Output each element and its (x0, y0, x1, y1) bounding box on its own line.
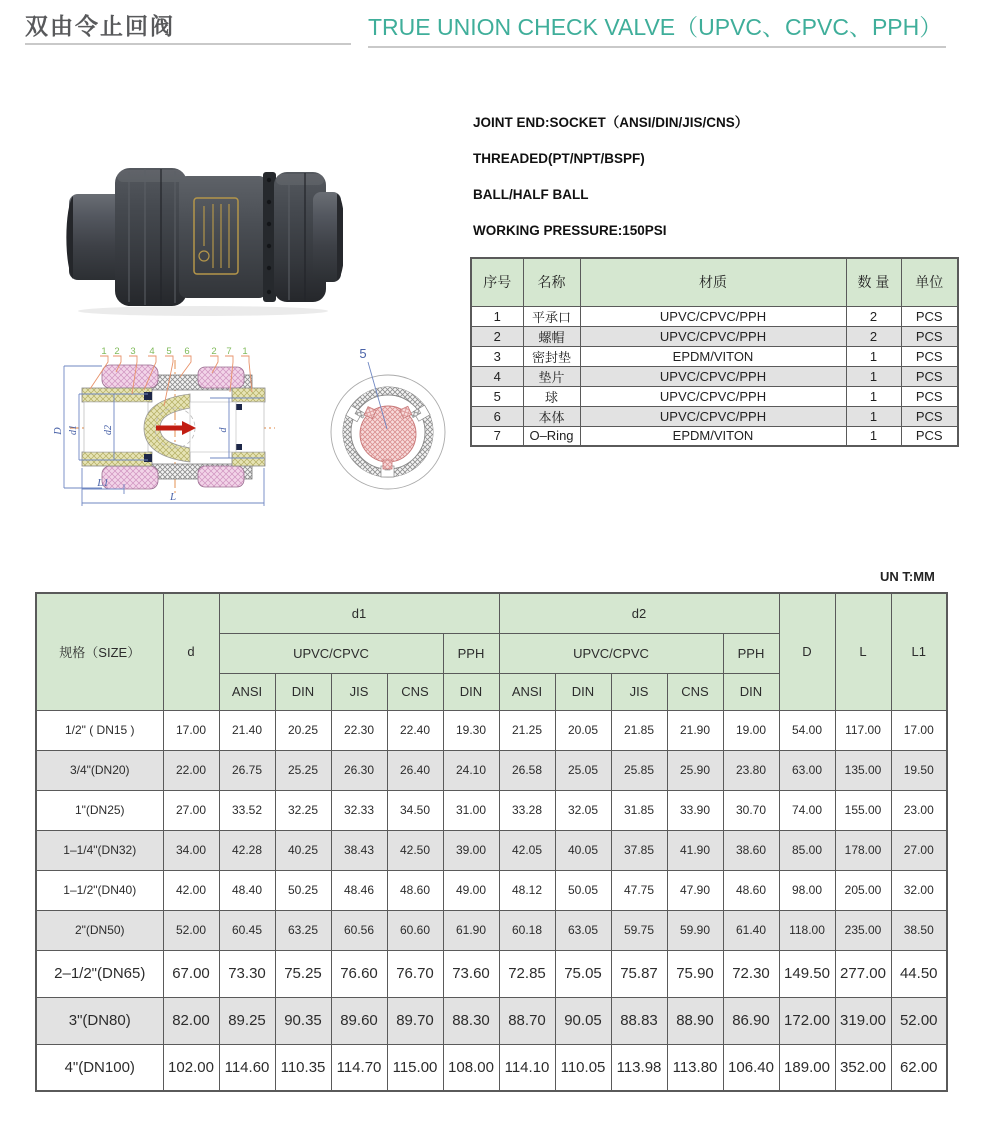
dims-cell-d2-ansi: 26.58 (499, 750, 555, 790)
callout-6: 6 (184, 346, 190, 357)
spec-line-ball: BALL/HALF BALL (473, 187, 589, 202)
parts-cell-no: 5 (471, 386, 523, 406)
end-view (331, 346, 445, 489)
parts-cell-qty: 1 (846, 346, 901, 366)
dims-cell-d1-din: 63.25 (275, 910, 331, 950)
dims-cell-d: 22.00 (163, 750, 219, 790)
dims-cell-size: 4"(DN100) (36, 1044, 163, 1091)
dims-cell-d1-cns: 34.50 (387, 790, 443, 830)
dims-cell-d: 52.00 (163, 910, 219, 950)
dims-header-d: d (163, 593, 219, 710)
spec-line-threaded: THREADED(PT/NPT/BSPF) (473, 151, 645, 166)
dims-cell-d1-ansi: 26.75 (219, 750, 275, 790)
parts-table (470, 257, 959, 447)
parts-cell-unit: PCS (901, 346, 958, 366)
dims-cell-d2-pph-din: 72.30 (723, 950, 779, 997)
dims-cell-L: 352.00 (835, 1044, 891, 1091)
dim-label-L: L (169, 491, 177, 503)
dims-cell-d1-pph-din: 19.30 (443, 710, 499, 750)
title-underline-left (25, 43, 351, 45)
dims-cell-L: 155.00 (835, 790, 891, 830)
dims-cell-d2-pph-din: 23.80 (723, 750, 779, 790)
dims-header-din-d2: DIN (555, 673, 611, 710)
dims-cell-d1-ansi: 33.52 (219, 790, 275, 830)
dims-cell-d1-din: 40.25 (275, 830, 331, 870)
dims-header-jis-d2: JIS (611, 673, 667, 710)
dims-cell-d2-cns: 41.90 (667, 830, 723, 870)
parts-header-material: 材质 (580, 258, 846, 306)
dims-row (36, 870, 947, 910)
parts-header-no: 序号 (471, 258, 523, 306)
dims-cell-d2-din: 40.05 (555, 830, 611, 870)
parts-cell-material: EPDM/VITON (580, 346, 846, 366)
parts-cell-no: 6 (471, 406, 523, 426)
dims-cell-d1-pph-din: 61.90 (443, 910, 499, 950)
parts-cell-material: UPVC/CPVC/PPH (580, 366, 846, 386)
dims-cell-d2-cns: 33.90 (667, 790, 723, 830)
dims-header-d1: d1 (219, 593, 499, 633)
parts-cell-qty: 1 (846, 366, 901, 386)
dims-cell-d1-din: 110.35 (275, 1044, 331, 1091)
dims-cell-d1-jis: 32.33 (331, 790, 387, 830)
parts-cell-no: 7 (471, 426, 523, 446)
spec-list (473, 114, 748, 258)
dims-cell-d2-pph-din: 61.40 (723, 910, 779, 950)
dims-cell-D: 149.50 (779, 950, 835, 997)
dims-cell-d1-pph-din: 31.00 (443, 790, 499, 830)
parts-cell-material: EPDM/VITON (580, 426, 846, 446)
parts-cell-name: 螺帽 (523, 326, 580, 346)
dims-cell-D: 189.00 (779, 1044, 835, 1091)
parts-row (471, 366, 958, 386)
dims-cell-d2-jis: 75.87 (611, 950, 667, 997)
dims-cell-size: 1–1/2"(DN40) (36, 870, 163, 910)
parts-cell-material: UPVC/CPVC/PPH (580, 406, 846, 426)
dim-label-d: d (218, 427, 229, 433)
dims-cell-d2-pph-din: 38.60 (723, 830, 779, 870)
dims-header-upvc-cpvc-d1: UPVC/CPVC (219, 633, 443, 673)
parts-row (471, 426, 958, 446)
dims-cell-d1-din: 90.35 (275, 997, 331, 1044)
dims-cell-L1: 27.00 (891, 830, 947, 870)
dim-label-D: D (53, 427, 64, 435)
dims-cell-d2-pph-din: 86.90 (723, 997, 779, 1044)
dims-cell-D: 54.00 (779, 710, 835, 750)
dims-cell-d2-cns: 47.90 (667, 870, 723, 910)
dims-row (36, 710, 947, 750)
dims-cell-D: 118.00 (779, 910, 835, 950)
dims-cell-d2-jis: 88.83 (611, 997, 667, 1044)
dims-cell-d2-din: 32.05 (555, 790, 611, 830)
dims-cell-d2-jis: 59.75 (611, 910, 667, 950)
dims-cell-d1-cns: 115.00 (387, 1044, 443, 1091)
dims-header-upvc-cpvc-d2: UPVC/CPVC (499, 633, 723, 673)
dims-cell-size: 3/4"(DN20) (36, 750, 163, 790)
dims-cell-d1-pph-din: 108.00 (443, 1044, 499, 1091)
dims-header-pph-d1: PPH (443, 633, 499, 673)
callout-2: 2 (114, 346, 120, 357)
parts-cell-material: UPVC/CPVC/PPH (580, 386, 846, 406)
dims-cell-d1-ansi: 42.28 (219, 830, 275, 870)
parts-cell-name: 平承口 (523, 306, 580, 326)
dims-cell-d2-din: 75.05 (555, 950, 611, 997)
parts-cell-unit: PCS (901, 406, 958, 426)
dims-cell-d: 42.00 (163, 870, 219, 910)
dims-cell-d2-ansi: 21.25 (499, 710, 555, 750)
dims-cell-D: 63.00 (779, 750, 835, 790)
dims-cell-d2-ansi: 33.28 (499, 790, 555, 830)
parts-header-unit: 单位 (901, 258, 958, 306)
dims-row (36, 950, 947, 997)
dims-cell-d1-pph-din: 88.30 (443, 997, 499, 1044)
page-title-en: TRUE UNION CHECK VALVE（UPVC、CPVC、PPH） (368, 14, 943, 40)
dims-cell-d1-cns: 76.70 (387, 950, 443, 997)
parts-cell-unit: PCS (901, 426, 958, 446)
callout-4: 4 (149, 346, 155, 357)
dims-header-din-pph-d2: DIN (723, 673, 779, 710)
dims-header-D: D (779, 593, 835, 710)
dims-cell-d2-cns: 75.90 (667, 950, 723, 997)
dims-cell-d2-din: 63.05 (555, 910, 611, 950)
dims-cell-d1-jis: 114.70 (331, 1044, 387, 1091)
dims-cell-L1: 23.00 (891, 790, 947, 830)
parts-cell-unit: PCS (901, 326, 958, 346)
parts-cell-qty: 1 (846, 426, 901, 446)
dims-cell-d2-jis: 47.75 (611, 870, 667, 910)
dims-header-ansi-d1: ANSI (219, 673, 275, 710)
dims-cell-d2-ansi: 42.05 (499, 830, 555, 870)
parts-cell-qty: 1 (846, 386, 901, 406)
dims-row (36, 997, 947, 1044)
dims-cell-d2-din: 25.05 (555, 750, 611, 790)
parts-row (471, 406, 958, 426)
dims-cell-d1-cns: 22.40 (387, 710, 443, 750)
dims-cell-d2-din: 110.05 (555, 1044, 611, 1091)
dims-cell-d1-ansi: 114.60 (219, 1044, 275, 1091)
dims-cell-d1-ansi: 21.40 (219, 710, 275, 750)
dims-header-pph-d2: PPH (723, 633, 779, 673)
parts-row (471, 326, 958, 346)
parts-cell-unit: PCS (901, 366, 958, 386)
dims-cell-d: 17.00 (163, 710, 219, 750)
dims-cell-d2-jis: 113.98 (611, 1044, 667, 1091)
dims-cell-d2-jis: 31.85 (611, 790, 667, 830)
dims-cell-d2-ansi: 72.85 (499, 950, 555, 997)
parts-header-qty: 数 量 (846, 258, 901, 306)
callout-5: 5 (166, 346, 172, 357)
dims-cell-d1-din: 75.25 (275, 950, 331, 997)
dims-header-cns-d2: CNS (667, 673, 723, 710)
parts-row (471, 346, 958, 366)
callout-2b: 2 (211, 346, 217, 357)
end-view-callout-5: 5 (359, 346, 367, 361)
dims-row (36, 1044, 947, 1091)
dims-cell-d1-jis: 38.43 (331, 830, 387, 870)
dims-header-size: 规格（SIZE） (36, 593, 163, 710)
dims-cell-d1-din: 50.25 (275, 870, 331, 910)
dims-cell-d2-pph-din: 48.60 (723, 870, 779, 910)
dims-cell-d2-din: 90.05 (555, 997, 611, 1044)
dims-cell-d1-cns: 89.70 (387, 997, 443, 1044)
page-title-cn: 双由令止回阀 (25, 13, 175, 39)
dims-cell-L1: 38.50 (891, 910, 947, 950)
dims-row (36, 830, 947, 870)
dims-cell-d1-jis: 60.56 (331, 910, 387, 950)
dims-header-L: L (835, 593, 891, 710)
dims-cell-d2-din: 20.05 (555, 710, 611, 750)
dims-cell-d1-ansi: 48.40 (219, 870, 275, 910)
dims-cell-L: 178.00 (835, 830, 891, 870)
dims-cell-L1: 52.00 (891, 997, 947, 1044)
parts-cell-no: 2 (471, 326, 523, 346)
dims-header-jis-d1: JIS (331, 673, 387, 710)
dims-cell-d1-din: 32.25 (275, 790, 331, 830)
dims-cell-D: 172.00 (779, 997, 835, 1044)
dims-cell-d1-pph-din: 24.10 (443, 750, 499, 790)
parts-cell-name: 垫片 (523, 366, 580, 386)
dims-cell-d1-cns: 48.60 (387, 870, 443, 910)
dims-row (36, 790, 947, 830)
dims-cell-d2-pph-din: 19.00 (723, 710, 779, 750)
technical-drawing (40, 342, 460, 514)
dims-cell-L1: 32.00 (891, 870, 947, 910)
dims-cell-d: 102.00 (163, 1044, 219, 1091)
dims-cell-d2-cns: 59.90 (667, 910, 723, 950)
dim-label-d1: d1 (68, 425, 79, 435)
dims-cell-d2-pph-din: 106.40 (723, 1044, 779, 1091)
dims-header-ansi-d2: ANSI (499, 673, 555, 710)
dims-row (36, 910, 947, 950)
parts-cell-no: 4 (471, 366, 523, 386)
parts-cell-no: 1 (471, 306, 523, 326)
dim-label-L1: L1 (97, 477, 109, 489)
dims-header-cns-d1: CNS (387, 673, 443, 710)
dims-cell-L: 205.00 (835, 870, 891, 910)
dims-cell-d2-pph-din: 30.70 (723, 790, 779, 830)
dims-cell-d1-pph-din: 73.60 (443, 950, 499, 997)
product-photo (63, 152, 343, 317)
dims-cell-d2-ansi: 48.12 (499, 870, 555, 910)
dims-cell-d2-jis: 37.85 (611, 830, 667, 870)
dims-cell-d2-cns: 88.90 (667, 997, 723, 1044)
dims-cell-L1: 62.00 (891, 1044, 947, 1091)
spec-line-pressure: WORKING PRESSURE:150PSI (473, 223, 667, 238)
parts-cell-qty: 2 (846, 326, 901, 346)
dims-cell-size: 1/2" ( DN15 ) (36, 710, 163, 750)
dims-row (36, 750, 947, 790)
parts-cell-material: UPVC/CPVC/PPH (580, 306, 846, 326)
dims-cell-L1: 44.50 (891, 950, 947, 997)
dims-cell-d2-jis: 25.85 (611, 750, 667, 790)
spec-line-joint-end: JOINT END:SOCKET（ANSI/DIN/JIS/CNS） (473, 115, 749, 130)
dims-cell-d1-jis: 48.46 (331, 870, 387, 910)
parts-row (471, 386, 958, 406)
dims-cell-d1-din: 25.25 (275, 750, 331, 790)
dims-header-L1: L1 (891, 593, 947, 710)
dims-cell-d1-ansi: 89.25 (219, 997, 275, 1044)
dims-cell-d2-cns: 113.80 (667, 1044, 723, 1091)
dims-cell-d1-jis: 76.60 (331, 950, 387, 997)
dims-cell-size: 2"(DN50) (36, 910, 163, 950)
dims-cell-d2-ansi: 60.18 (499, 910, 555, 950)
title-underline-right (368, 46, 946, 48)
dims-cell-L: 117.00 (835, 710, 891, 750)
callout-3: 3 (130, 346, 136, 357)
dims-cell-d1-cns: 42.50 (387, 830, 443, 870)
dims-cell-size: 1–1/4"(DN32) (36, 830, 163, 870)
dims-cell-d1-ansi: 73.30 (219, 950, 275, 997)
parts-cell-no: 3 (471, 346, 523, 366)
parts-cell-name: O–Ring (523, 426, 580, 446)
dims-cell-d2-cns: 25.90 (667, 750, 723, 790)
parts-cell-unit: PCS (901, 386, 958, 406)
dimension-table (35, 592, 948, 1092)
dims-cell-d: 34.00 (163, 830, 219, 870)
dims-cell-d1-ansi: 60.45 (219, 910, 275, 950)
parts-cell-unit: PCS (901, 306, 958, 326)
callout-7: 7 (226, 346, 232, 357)
parts-cell-qty: 2 (846, 306, 901, 326)
dims-cell-D: 74.00 (779, 790, 835, 830)
dims-cell-d1-pph-din: 49.00 (443, 870, 499, 910)
dims-cell-d: 27.00 (163, 790, 219, 830)
dims-cell-d1-jis: 89.60 (331, 997, 387, 1044)
parts-cell-material: UPVC/CPVC/PPH (580, 326, 846, 346)
parts-cell-name: 球 (523, 386, 580, 406)
dims-cell-d1-din: 20.25 (275, 710, 331, 750)
dims-cell-d2-ansi: 114.10 (499, 1044, 555, 1091)
dims-cell-D: 85.00 (779, 830, 835, 870)
dims-cell-size: 2–1/2"(DN65) (36, 950, 163, 997)
dims-header-din-pph-d1: DIN (443, 673, 499, 710)
callout-1b: 1 (242, 346, 248, 357)
dims-cell-L: 235.00 (835, 910, 891, 950)
dims-cell-L1: 17.00 (891, 710, 947, 750)
dims-cell-L: 319.00 (835, 997, 891, 1044)
dims-cell-d1-cns: 60.60 (387, 910, 443, 950)
dims-cell-D: 98.00 (779, 870, 835, 910)
dims-cell-size: 1"(DN25) (36, 790, 163, 830)
dims-cell-d2-ansi: 88.70 (499, 997, 555, 1044)
dims-cell-d2-jis: 21.85 (611, 710, 667, 750)
dim-label-d2: d2 (103, 425, 114, 435)
parts-row (471, 306, 958, 326)
dims-cell-d1-jis: 22.30 (331, 710, 387, 750)
dims-cell-L: 277.00 (835, 950, 891, 997)
dims-cell-d: 82.00 (163, 997, 219, 1044)
dims-cell-size: 3"(DN80) (36, 997, 163, 1044)
unit-note: UN T:MM (880, 569, 935, 584)
parts-header-name: 名称 (523, 258, 580, 306)
callout-1: 1 (101, 346, 107, 357)
dims-cell-L1: 19.50 (891, 750, 947, 790)
parts-cell-qty: 1 (846, 406, 901, 426)
dims-cell-d: 67.00 (163, 950, 219, 997)
dims-cell-d1-pph-din: 39.00 (443, 830, 499, 870)
dims-cell-d2-cns: 21.90 (667, 710, 723, 750)
dims-cell-d1-jis: 26.30 (331, 750, 387, 790)
dims-header-d2: d2 (499, 593, 779, 633)
dims-cell-d2-din: 50.05 (555, 870, 611, 910)
dims-cell-d1-cns: 26.40 (387, 750, 443, 790)
dims-header-din-d1: DIN (275, 673, 331, 710)
parts-cell-name: 本体 (523, 406, 580, 426)
parts-cell-name: 密封垫 (523, 346, 580, 366)
dims-cell-L: 135.00 (835, 750, 891, 790)
